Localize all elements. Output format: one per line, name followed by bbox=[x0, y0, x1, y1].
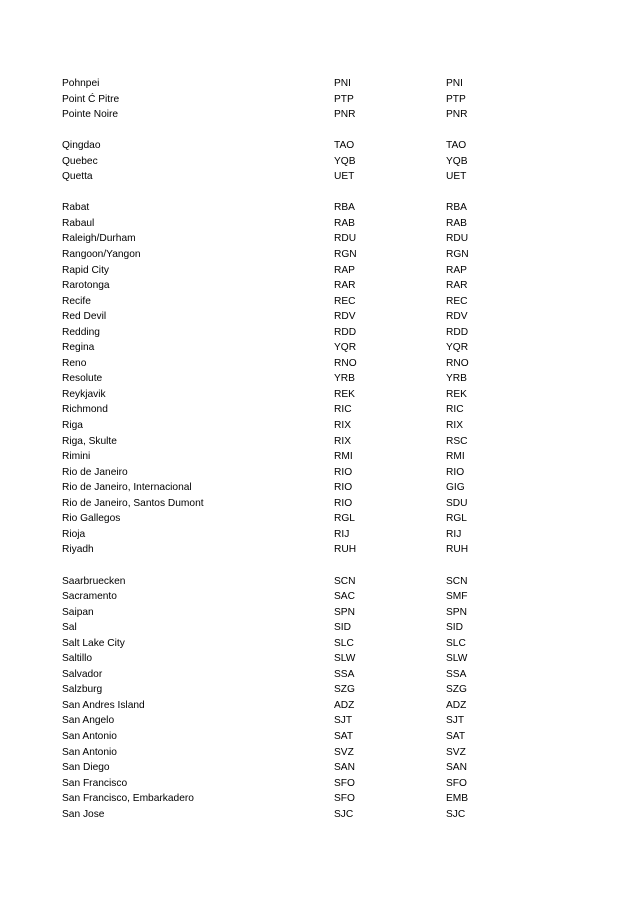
city-name-cell: Rapid City bbox=[62, 264, 109, 276]
city-code-cell: RIO bbox=[334, 466, 353, 478]
airport-code-cell: GIG bbox=[446, 482, 465, 494]
city-name-cell: Rioja bbox=[62, 528, 86, 540]
airport-code-cell: RMI bbox=[446, 451, 465, 463]
table-row bbox=[62, 449, 482, 465]
airport-code-cell: RUH bbox=[446, 544, 469, 556]
city-code-cell: RBA bbox=[334, 202, 355, 214]
city-name-cell: San Andres Island bbox=[62, 699, 145, 711]
city-code-cell: RAR bbox=[334, 280, 356, 292]
city-name-cell: Rabat bbox=[62, 202, 90, 214]
airport-code-cell: RDD bbox=[446, 326, 469, 338]
airport-code-cell: SCN bbox=[446, 575, 468, 587]
city-name-cell: Resolute bbox=[62, 373, 103, 385]
airport-code-cell: SLC bbox=[446, 637, 466, 649]
city-name-cell: Reno bbox=[62, 357, 87, 369]
table-row bbox=[62, 682, 482, 698]
city-code-cell: RIX bbox=[334, 420, 351, 432]
city-name-cell: Red Devil bbox=[62, 311, 107, 323]
table-row bbox=[62, 776, 482, 792]
group-separator bbox=[62, 185, 482, 201]
table-row bbox=[62, 589, 482, 605]
city-code-cell: SJC bbox=[334, 808, 354, 820]
city-name-cell: San Francisco bbox=[62, 777, 128, 789]
airport-code-cell: SPN bbox=[446, 606, 467, 618]
city-name-cell: Salzburg bbox=[62, 684, 103, 696]
airport-code-cell: RSC bbox=[446, 435, 468, 447]
city-name-cell: Saarbruecken bbox=[62, 575, 126, 587]
table-row bbox=[62, 667, 482, 683]
airport-code-cell: REK bbox=[446, 388, 467, 400]
group-separator bbox=[62, 123, 482, 139]
city-code-cell: RAP bbox=[334, 264, 355, 276]
airport-code-cell: RGN bbox=[446, 249, 469, 261]
city-name-cell: Redding bbox=[62, 326, 100, 338]
city-name-cell: Saipan bbox=[62, 606, 94, 618]
city-name-cell: Richmond bbox=[62, 404, 108, 416]
table-row bbox=[62, 527, 482, 543]
city-code-cell: RMI bbox=[334, 451, 353, 463]
city-name-cell: Pohnpei bbox=[62, 78, 100, 89]
city-code-cell: SSA bbox=[334, 668, 355, 680]
table-row bbox=[62, 807, 482, 823]
table-row bbox=[62, 371, 482, 387]
table-row bbox=[62, 651, 482, 667]
table-row bbox=[62, 278, 482, 294]
city-code-cell: PNI bbox=[334, 78, 351, 89]
table-row bbox=[62, 200, 482, 216]
table-row bbox=[62, 496, 482, 512]
table-row bbox=[62, 138, 482, 154]
city-code-cell: TAO bbox=[334, 140, 355, 152]
city-code-cell: YQB bbox=[334, 155, 356, 167]
city-code-cell: SFO bbox=[334, 793, 355, 805]
table-row bbox=[62, 698, 482, 714]
city-code-cell: SJT bbox=[334, 715, 353, 727]
airport-code-cell: RIJ bbox=[446, 528, 462, 540]
city-name-cell: Regina bbox=[62, 342, 95, 354]
airport-code-cell: RAP bbox=[446, 264, 467, 276]
city-name-cell: Rabaul bbox=[62, 217, 95, 229]
airport-code-cell: ADZ bbox=[446, 699, 467, 711]
table-row bbox=[62, 309, 482, 325]
city-name-cell: Recife bbox=[62, 295, 91, 307]
airport-code-table bbox=[62, 76, 482, 822]
city-code-cell: RNO bbox=[334, 357, 357, 369]
city-code-cell: PNR bbox=[334, 109, 356, 121]
table-row bbox=[62, 402, 482, 418]
table-row bbox=[62, 465, 482, 481]
table-row bbox=[62, 636, 482, 652]
table-row bbox=[62, 760, 482, 776]
table-row bbox=[62, 574, 482, 590]
table-row bbox=[62, 356, 482, 372]
table-row bbox=[62, 713, 482, 729]
airport-code-cell: SFO bbox=[446, 777, 467, 789]
airport-code-cell: UET bbox=[446, 171, 467, 183]
airport-code-cell: SZG bbox=[446, 684, 467, 696]
city-code-cell: REK bbox=[334, 388, 355, 400]
city-code-cell: SPN bbox=[334, 606, 355, 618]
airport-code-cell: SAN bbox=[446, 762, 467, 774]
table-row bbox=[62, 107, 482, 123]
city-name-cell: Rio de Janeiro, Santos Dumont bbox=[62, 497, 204, 509]
city-code-cell: YQR bbox=[334, 342, 357, 354]
city-name-cell: Rimini bbox=[62, 451, 91, 463]
city-name-cell: Quebec bbox=[62, 155, 98, 167]
city-name-cell: Qingdao bbox=[62, 140, 101, 152]
airport-code-cell: SJC bbox=[446, 808, 466, 820]
airport-code-cell: SMF bbox=[446, 591, 468, 603]
table-row bbox=[62, 434, 482, 450]
table-row bbox=[62, 542, 482, 558]
city-code-cell: RIJ bbox=[334, 528, 350, 540]
city-code-cell: RGL bbox=[334, 513, 355, 525]
city-name-cell: Raleigh/Durham bbox=[62, 233, 136, 245]
city-code-cell: UET bbox=[334, 171, 355, 183]
city-code-cell: RDD bbox=[334, 326, 357, 338]
city-name-cell: San Antonio bbox=[62, 746, 117, 758]
airport-code-cell: SID bbox=[446, 622, 463, 634]
city-name-cell: Riyadh bbox=[62, 544, 94, 556]
city-code-cell: RAB bbox=[334, 217, 355, 229]
city-name-cell: Riga bbox=[62, 420, 83, 432]
airport-code-cell: RDU bbox=[446, 233, 469, 245]
city-code-cell: RIO bbox=[334, 497, 353, 509]
table-row bbox=[62, 247, 482, 263]
airport-code-cell: REC bbox=[446, 295, 468, 307]
airport-code-cell: RAB bbox=[446, 217, 467, 229]
city-code-cell: SCN bbox=[334, 575, 356, 587]
airport-code-cell: TAO bbox=[446, 140, 467, 152]
airport-code-cell: RAR bbox=[446, 280, 468, 292]
table-row bbox=[62, 605, 482, 621]
city-name-cell: Quetta bbox=[62, 171, 93, 183]
table-row bbox=[62, 387, 482, 403]
city-name-cell: Riga, Skulte bbox=[62, 435, 117, 447]
airport-code-cell: RNO bbox=[446, 357, 469, 369]
city-name-cell: Pointe Noire bbox=[62, 109, 119, 121]
table-row bbox=[62, 154, 482, 170]
airport-code-cell: PNI bbox=[446, 78, 463, 89]
airport-code-cell: PNR bbox=[446, 109, 468, 121]
city-name-cell: Reykjavik bbox=[62, 388, 106, 400]
city-code-cell: SLW bbox=[334, 653, 356, 665]
city-name-cell: Point Ć Pitre bbox=[62, 93, 120, 105]
table-row bbox=[62, 620, 482, 636]
city-name-cell: Saltillo bbox=[62, 653, 93, 665]
airport-code-cell: SDU bbox=[446, 497, 468, 509]
city-code-cell: RDU bbox=[334, 233, 357, 245]
city-code-cell: RGN bbox=[334, 249, 357, 261]
airport-code-cell: RBA bbox=[446, 202, 467, 214]
city-code-cell: REC bbox=[334, 295, 356, 307]
city-code-cell: RIO bbox=[334, 482, 353, 494]
table-row bbox=[62, 231, 482, 247]
airport-code-cell: SAT bbox=[446, 730, 466, 742]
city-code-cell: SLC bbox=[334, 637, 354, 649]
airport-code-cell: RGL bbox=[446, 513, 467, 525]
city-name-cell: Rarotonga bbox=[62, 280, 110, 292]
airport-code-cell: EMB bbox=[446, 793, 469, 805]
airport-code-cell: SVZ bbox=[446, 746, 466, 758]
city-code-cell: SAC bbox=[334, 591, 355, 603]
airport-code-cell: YRB bbox=[446, 373, 467, 385]
table-row bbox=[62, 745, 482, 761]
city-name-cell: Rio de Janeiro bbox=[62, 466, 128, 478]
table-row bbox=[62, 511, 482, 527]
city-name-cell: Salvador bbox=[62, 668, 103, 680]
table-row bbox=[62, 216, 482, 232]
table-row bbox=[62, 729, 482, 745]
airport-code-cell: RDV bbox=[446, 311, 468, 323]
city-code-cell: RIC bbox=[334, 404, 352, 416]
city-name-cell: San Diego bbox=[62, 762, 110, 774]
city-name-cell: Salt Lake City bbox=[62, 637, 125, 649]
airport-code-cell: PTP bbox=[446, 93, 466, 105]
city-name-cell: San Francisco, Embarkadero bbox=[62, 793, 194, 805]
airport-code-cell: YQR bbox=[446, 342, 469, 354]
table-row bbox=[62, 325, 482, 341]
city-code-cell: SAN bbox=[334, 762, 355, 774]
city-code-cell: RUH bbox=[334, 544, 357, 556]
table-row bbox=[62, 92, 482, 108]
city-code-cell: SID bbox=[334, 622, 351, 634]
airport-code-cell: SSA bbox=[446, 668, 467, 680]
table-row bbox=[62, 76, 482, 92]
table-row bbox=[62, 263, 482, 279]
city-name-cell: Rangoon/Yangon bbox=[62, 249, 141, 261]
airport-code-cell: RIO bbox=[446, 466, 465, 478]
city-name-cell: San Angelo bbox=[62, 715, 115, 727]
city-code-cell: SAT bbox=[334, 730, 354, 742]
city-code-cell: YRB bbox=[334, 373, 355, 385]
city-code-cell: RDV bbox=[334, 311, 356, 323]
table-row bbox=[62, 791, 482, 807]
city-code-cell: RIX bbox=[334, 435, 351, 447]
airport-code-cell: SLW bbox=[446, 653, 468, 665]
city-code-cell: SFO bbox=[334, 777, 355, 789]
table-row bbox=[62, 294, 482, 310]
group-separator bbox=[62, 558, 482, 574]
table-row bbox=[62, 480, 482, 496]
table-row bbox=[62, 418, 482, 434]
city-code-cell: SZG bbox=[334, 684, 355, 696]
city-code-cell: SVZ bbox=[334, 746, 354, 758]
city-code-cell: ADZ bbox=[334, 699, 355, 711]
airport-code-cell: YQB bbox=[446, 155, 468, 167]
city-name-cell: Sal bbox=[62, 622, 77, 634]
city-name-cell: Sacramento bbox=[62, 591, 117, 603]
airport-code-cell: SJT bbox=[446, 715, 465, 727]
table-row bbox=[62, 340, 482, 356]
city-name-cell: San Jose bbox=[62, 808, 105, 820]
airport-code-cell: RIX bbox=[446, 420, 463, 432]
city-name-cell: Rio Gallegos bbox=[62, 513, 121, 525]
city-code-cell: PTP bbox=[334, 93, 354, 105]
airport-code-cell: RIC bbox=[446, 404, 464, 416]
city-name-cell: San Antonio bbox=[62, 730, 117, 742]
table-row bbox=[62, 169, 482, 185]
city-name-cell: Rio de Janeiro, Internacional bbox=[62, 482, 192, 494]
